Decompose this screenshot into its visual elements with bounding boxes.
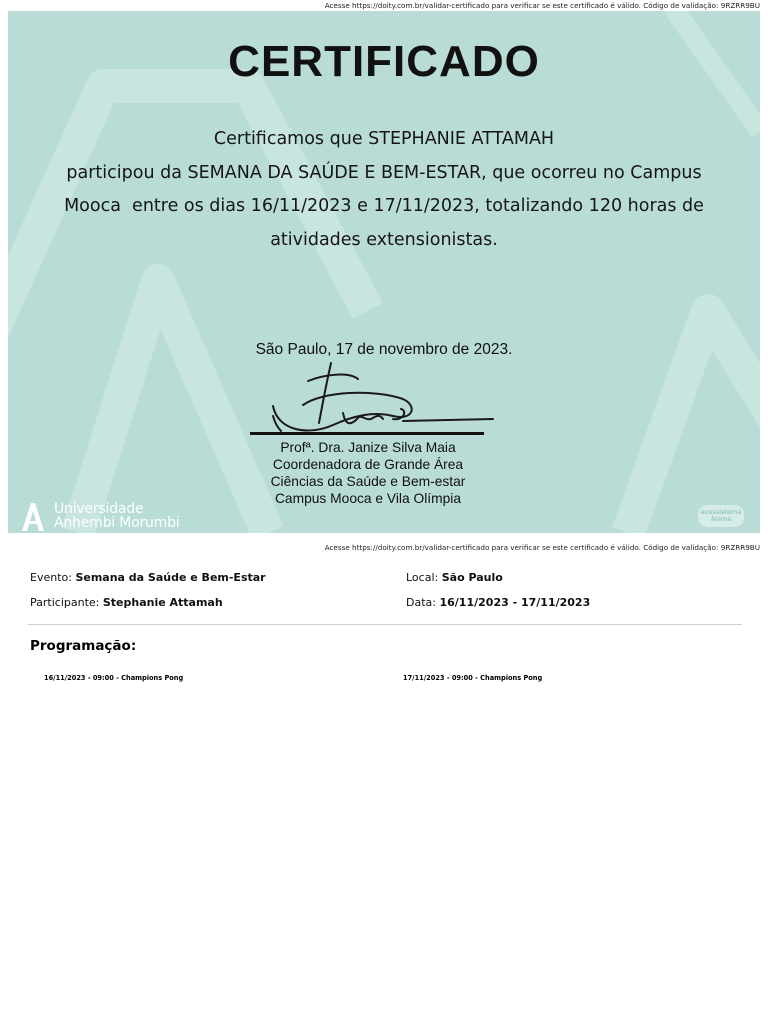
section-divider	[28, 624, 742, 625]
participant-value: Stephanie Attamah	[102, 596, 223, 609]
participant-label: Participante:	[30, 596, 100, 609]
signatory-name: Profª. Dra. Janize Silva Maia	[280, 440, 456, 455]
programacao-title: Programação:	[30, 638, 137, 654]
signatory-area: Ciências da Saúde e Bem-estar	[270, 474, 466, 489]
date-value: 16/11/2023 - 17/11/2023	[439, 596, 591, 609]
signatory-role: Coordenadora de Grande Área	[272, 457, 464, 472]
certificate	[8, 11, 760, 533]
place-info	[406, 571, 503, 584]
handwritten-signature	[253, 361, 503, 441]
date-label: Data:	[406, 596, 436, 609]
verification-note-top: Acesse https://doity.com.br/validar-certificado para verificar se este certificado é válido. Código de validação: 9RZRR9BU	[324, 1, 760, 10]
signatory-campus: Campus Mooca e Vila Olímpia	[274, 491, 462, 506]
university-logo	[20, 501, 180, 531]
participant-info	[30, 596, 223, 609]
badge-logo-line: ânima	[710, 515, 732, 523]
certificate-body-line: participou da SEMANA DA SAÚDE E BEM-ESTAR, que ocorreu no Campus	[66, 162, 702, 183]
badge-logo-line: ecossistema	[700, 508, 742, 516]
signature-line	[250, 432, 484, 435]
certificate-place-date: São Paulo, 17 de novembro de 2023.	[255, 341, 513, 358]
verification-note-bottom: Acesse https://doity.com.br/validar-certificado para verificar se este certificado é válido. Código de validação: 9RZRR9BU	[324, 543, 760, 552]
place-label: Local:	[406, 571, 439, 584]
certificate-title: CERTIFICADO	[228, 37, 540, 86]
programacao-item: 16/11/2023 - 09:00 - Champions Pong	[44, 674, 184, 682]
place-value: São Paulo	[441, 571, 503, 584]
signatory-block	[188, 439, 548, 507]
university-a-icon	[20, 501, 46, 531]
programacao-item: 17/11/2023 - 09:00 - Champions Pong	[403, 674, 543, 682]
certificate-body-line: Mooca entre os dias 16/11/2023 e 17/11/2023, totalizando 120 horas de	[64, 196, 704, 216]
event-label: Evento:	[30, 571, 72, 584]
certificate-body	[48, 123, 720, 257]
certificate-body-line: atividades extensionistas.	[270, 229, 498, 250]
date-info	[406, 596, 590, 609]
university-logo-line: Anhembi Morumbi	[54, 515, 180, 531]
event-info	[30, 571, 266, 584]
university-logo-line: Universidade	[54, 500, 144, 517]
certificate-body-line: Certificamos que STEPHANIE ATTAMAH	[213, 129, 555, 149]
ecossistema-anima-logo	[698, 505, 744, 527]
event-value: Semana da Saúde e Bem-Estar	[75, 571, 266, 584]
